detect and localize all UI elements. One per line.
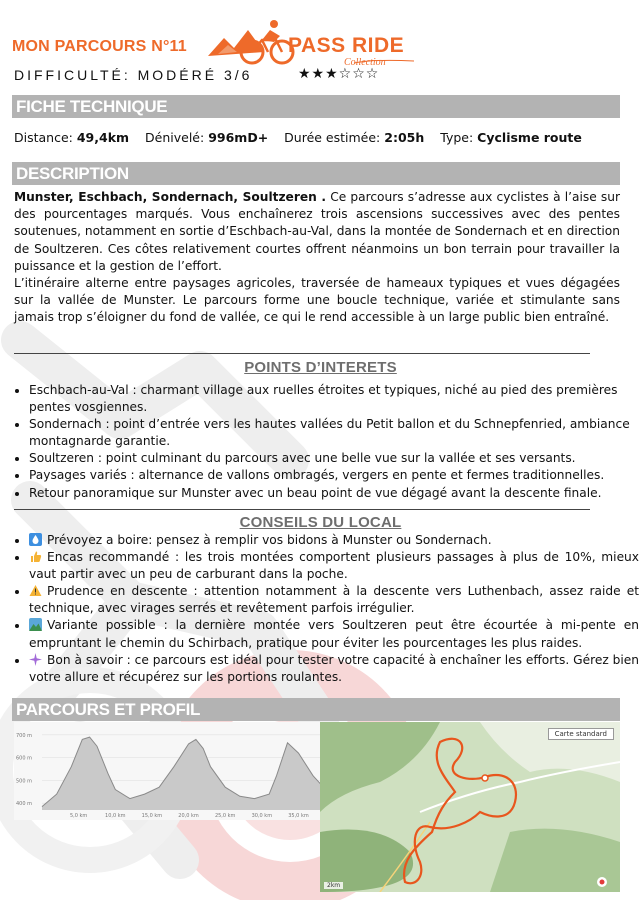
distance-label: Distance: — [14, 130, 73, 145]
x-tick-label: 20,0 km — [178, 813, 199, 819]
water-drop-icon — [29, 533, 42, 546]
points-heading: POINTS D’INTERETS — [244, 359, 397, 376]
tech-specs — [14, 130, 582, 145]
x-tick-label: 35,0 km — [288, 813, 309, 819]
conseils-list — [14, 532, 639, 686]
landscape-icon — [29, 618, 42, 631]
y-tick-label: 400 m — [16, 801, 33, 808]
section-parcours-profil: PARCOURS ET PROFIL — [12, 698, 620, 721]
map-style-select[interactable]: Carte standard — [548, 728, 614, 740]
list-item: • Prudence en descente : attention notamment à la descente vers Luthenbach, assez raide et technique, avec virages serrés et revêtement parfois irrégulier. — [29, 583, 639, 617]
logo-wordmark: PASS RIDE — [288, 34, 405, 57]
list-item: • Retour panoramique sur Munster avec un beau point de vue dégagé avant la descente finale. — [29, 485, 639, 502]
elevation-value: 996mD+ — [208, 130, 269, 145]
x-tick-label: 10,0 km — [105, 813, 126, 819]
type-value: Cyclisme route — [477, 130, 582, 145]
x-tick-label: 15,0 km — [141, 813, 163, 819]
section-fiche-technique: FICHE TECHNIQUE — [12, 95, 620, 118]
map-terrain — [320, 722, 620, 892]
duration-value: 2:05h — [384, 130, 425, 145]
x-tick-label: 5,0 km — [69, 813, 88, 819]
section-description: DESCRIPTION — [12, 162, 620, 185]
description-para-2: L’itinéraire alterne entre paysages agricoles, traversée de hameaux typiques et vues dégagées sur la vallée de Munster. Le parcours forme une boucle technique, variée et stimulante sans jamais trop s’éloigner du fond de vallée, ce qui le rend accessible à un large public bien entraîné. — [14, 276, 620, 325]
warning-icon — [29, 584, 42, 597]
thumbs-up-icon — [29, 550, 42, 563]
conseils-heading: CONSEILS DU LOCAL — [239, 514, 402, 531]
sparkle-icon — [29, 653, 42, 666]
x-tick-label: 30,0 km — [251, 813, 273, 819]
logo-subtitle: Collection — [344, 57, 386, 68]
type-label: Type: — [440, 130, 474, 145]
list-item: • Prévoyez a boire: pensez à remplir vos bidons à Munster ou Sondernach. — [29, 532, 639, 549]
list-item: • Sondernach : point d’entrée vers les hautes vallées du Petit ballon et du Schnepfenried, ambiance montagnarde garantie. — [29, 416, 639, 450]
list-item: • Eschbach-au-Val : charmant village aux ruelles étroites et typiques, niché au pied des premières pentes vosgiennes. — [29, 382, 639, 416]
list-item: • Bon à savoir : ce parcours est idéal pour tester votre capacité à enchaîner les efforts. Gérez bien votre allure et récupérez sur les portions roulantes. — [29, 652, 639, 686]
route-map[interactable] — [320, 722, 620, 892]
difficulty-label: DIFFICULTÉ: MODÉRÉ 3/6 — [14, 67, 253, 83]
divider — [14, 509, 590, 510]
divider — [14, 353, 590, 354]
description-lead: Munster, Eschbach, Sondernach, Soultzeren . — [14, 190, 326, 204]
route-title: MON PARCOURS N°11 — [12, 38, 187, 55]
y-tick-label: 500 m — [16, 778, 33, 785]
duration-label: Durée estimée: — [284, 130, 381, 145]
description-text — [14, 189, 620, 327]
distance-value: 49,4km — [76, 130, 130, 145]
y-tick-label: 600 m — [16, 755, 33, 762]
elevation-label: Dénivelé: — [145, 130, 205, 145]
points-list — [14, 382, 639, 502]
y-tick-label: 700 m — [16, 732, 33, 739]
list-item: • Paysages variés : alternance de vallons ombragés, vergers en pente et fermes traditionnelles. — [29, 467, 639, 484]
list-item: • Variante possible : la dernière montée vers Soultzeren peut être écourtée à mi-pente en empruntant le chemin du Schirbach, pratique pour éviter les pourcentages les plus raides. — [29, 617, 639, 651]
list-item: • Encas recommandé : les trois montées comportent plusieurs passages à plus de 10%, mieux vaut partir avec un peu de carburant dans la poche. — [29, 549, 639, 583]
description-para-1: Ce parcours s’adresse aux cyclistes à l’aise sur des pourcentages marqués. Vous enchaînerez trois ascensions successives avec des pentes soutenues, notamment en sortie d’Eschbach-au-Val, dans la montée de Sondernach et en direction de Soultzeren. Ces côtes relativement courtes offrent néanmoins un bon terrain pour travailler la puissance et la gestion de l’effort. — [14, 190, 621, 273]
list-item: • Soultzeren : point culminant du parcours avec une belle vue sur la vallée et ses versants. — [29, 450, 639, 467]
difficulty-stars: ★★★☆☆☆ — [298, 66, 380, 82]
map-scale: 2km — [324, 882, 343, 889]
x-tick-label: 25,0 km — [214, 813, 236, 819]
